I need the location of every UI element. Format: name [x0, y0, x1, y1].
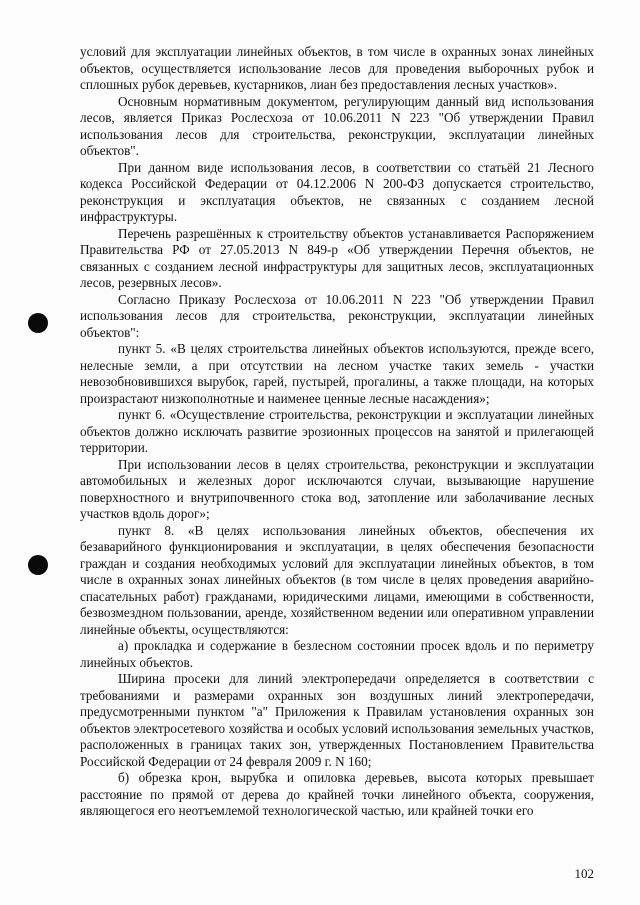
page-number: 102: [574, 866, 594, 881]
paragraph: а) прокладка и содержание в безлесном состоянии просек вдоль и по периметру линейных объектов.: [80, 638, 594, 670]
paragraph: При данном виде использования лесов, в соответствии со статьёй 21 Лесного кодекса Российской Федерации от 04.12.2006 N 200-ФЗ допускается строительство, реконструкция и эксплуатация объектов, не связанных с созданием лесной инфраструктуры.: [80, 159, 594, 224]
paragraph: Ширина просеки для линий электропередачи определяется в соответствии с требованиями и размерами охранных зон воздушных линий электропередачи, предусмотренными пунктом "а" Приложения к Правилам установления охранных зон объектов электросетевого хозяйства и особых условий использования земельных участков, расположенных в границах таких зон, утвержденных Постановлением Правительства Российской Федерации от 24 февраля 2009 г. N 160;: [80, 671, 594, 769]
paragraph: пункт 8. «В целях использования линейных объектов, обеспечения их безаварийного функционирования и эксплуатации, в целях обеспечения безопасности граждан и создания необходимых условий для эксплуатации линейных объектов, в том числе в охранных зонах линейных объектов (в том числе в целях проведения аварийно-спасательных работ) гражданами, юридическими лицами, имеющими в собственности, безвозмездном пользовании, аренде, хозяйственном ведении или оперативном управлении линейные объекты, осуществляются:: [80, 522, 594, 637]
body-text: [80, 44, 594, 820]
paragraph: Согласно Приказу Рослесхоза от 10.06.2011 N 223 "Об утверждении Правил использования лесов для строительства, реконструкции, эксплуатации линейных объектов":: [80, 291, 594, 340]
paragraph: При использовании лесов в целях строительства, реконструкции и эксплуатации автомобильных и железных дорог исключаются случаи, вызывающие нарушение поверхностного и внутрипочвенного стока вод, затопление или заболачивание лесных участков вдоль дорог»;: [80, 456, 594, 521]
paragraph: Основным нормативным документом, регулирующим данный вид использования лесов, является Приказ Рослесхоза от 10.06.2011 N 223 "Об утверждении Правил использования лесов для строительства, реконструкции, эксплуатации линейных объектов".: [80, 93, 594, 158]
paragraph: пункт 5. «В целях строительства линейных объектов используются, прежде всего, нелесные земли, а при отсутствии на лесном участке таких земель - участки невозобновившихся вырубок, гарей, пустырей, прогалины, а также площади, на которых произрастают низкополнотные и наименее ценные лесные насаждения»;: [80, 341, 594, 406]
punch-hole-bottom: [28, 555, 48, 575]
paragraph: Перечень разрешённых к строительству объектов устанавливается Распоряжением Правительства РФ от 27.05.2013 N 849-р «Об утверждении Перечня объектов, не связанных с созданием лесной инфраструктуры для защитных лесов, эксплуатационных лесов, резервных лесов».: [80, 225, 594, 290]
punch-hole-top: [28, 313, 48, 333]
paragraph: б) обрезка крон, вырубка и опиловка деревьев, высота которых превышает расстояние по прямой от дерева до крайней точки линейного объекта, сооружения, являющегося его неотъемлемой технологической частью, или крайней точки его: [80, 770, 594, 818]
paragraph: условий для эксплуатации линейных объектов, в том числе в охранных зонах линейных объектов, осуществляется использование лесов для проведения выборочных рубок и сплошных рубок деревьев, кустарников, лиан без предоставления лесных участков».: [80, 44, 594, 92]
paragraph: пункт 6. «Осуществление строительства, реконструкции и эксплуатации линейных объектов должно исключать развитие эрозионных процессов на занятой и прилегающей территории.: [80, 407, 594, 455]
